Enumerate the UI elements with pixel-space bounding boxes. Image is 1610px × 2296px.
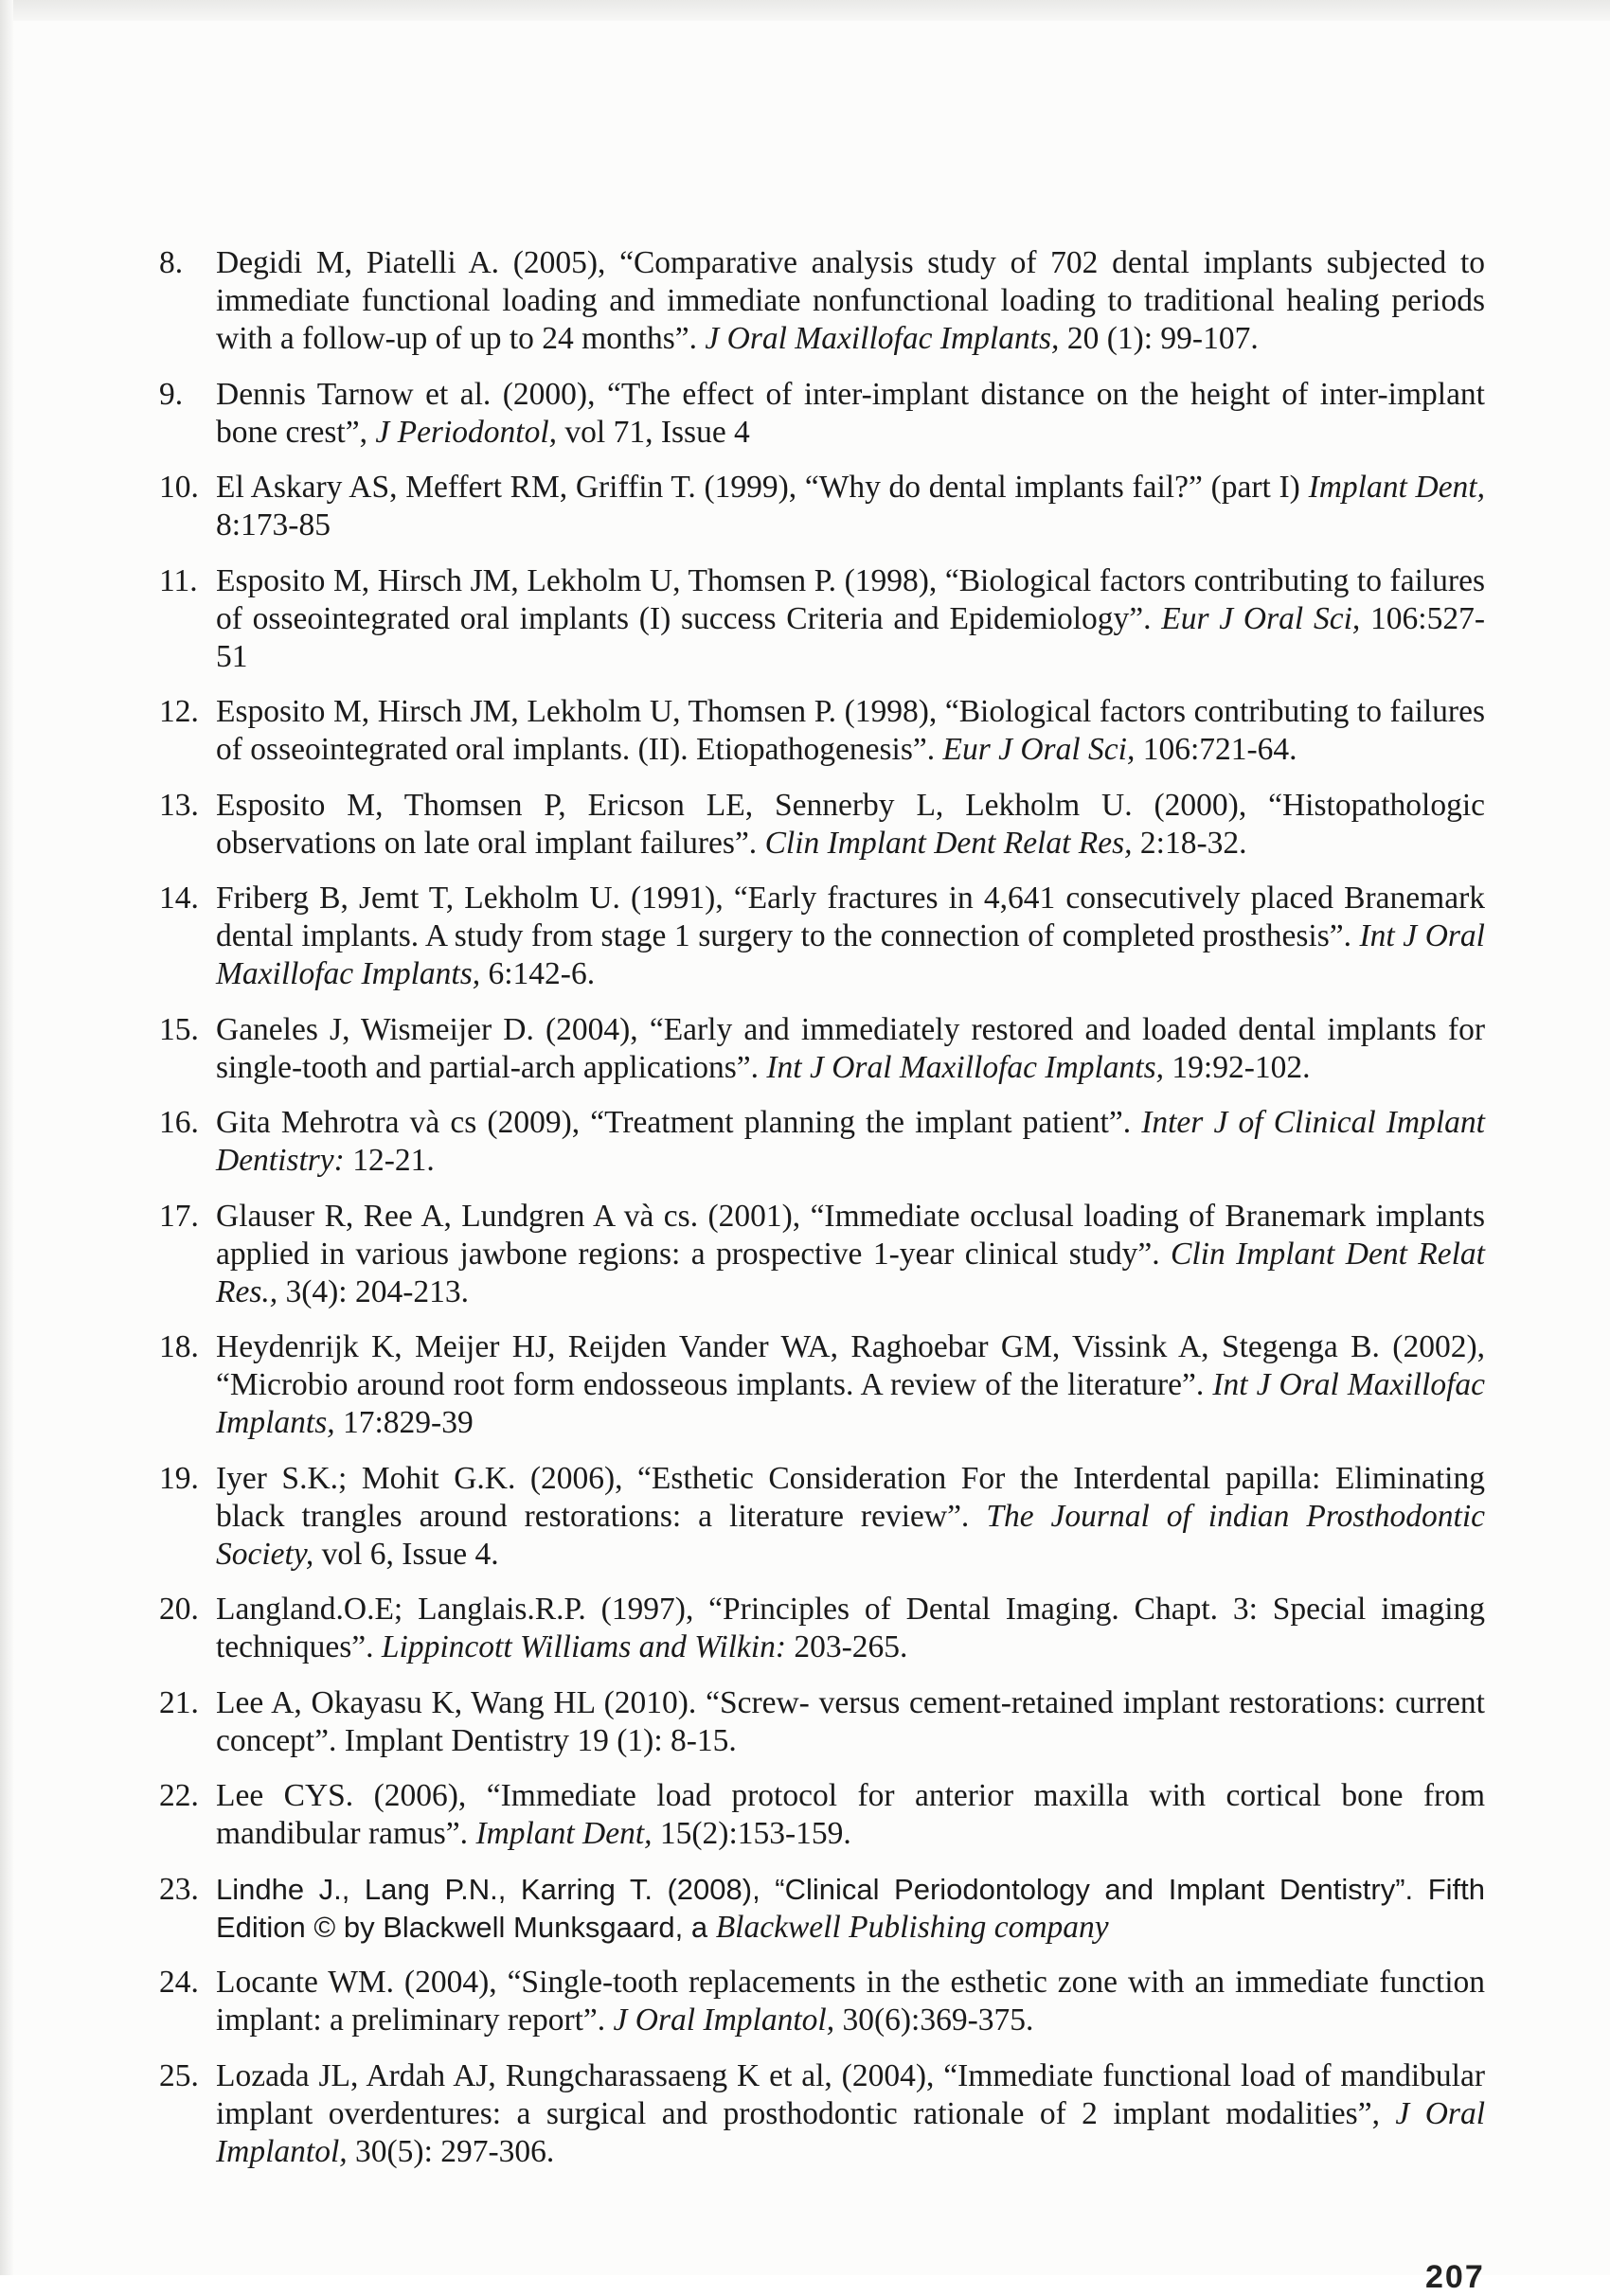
reference-tail: 2:18-32. — [1132, 825, 1247, 861]
reference-number: 25. — [159, 2057, 199, 2093]
reference-tail: 6:142-6. — [480, 956, 596, 991]
reference-item-20 — [159, 1591, 1485, 1666]
reference-tail: 19:92-102. — [1164, 1049, 1311, 1085]
reference-tail: 106:721-64. — [1135, 732, 1297, 767]
reference-item-16 — [159, 1104, 1485, 1180]
reference-item-9 — [159, 376, 1485, 452]
reference-list — [159, 244, 1485, 2188]
reference-text: Esposito M, Hirsch JM, Lekholm U, Thomsen P. (1998), “Biological factors contributing to failures of osseointegrated oral implants (I) success Criteria and Epidemiology”. — [216, 562, 1485, 636]
reference-journal: Int J Oral Maxillofac Implants, — [216, 918, 1485, 991]
reference-item-24 — [159, 1964, 1485, 2039]
reference-journal: Implant Dent, — [475, 1816, 653, 1851]
reference-tail: vol 71, Issue 4 — [557, 414, 750, 450]
reference-text: Locante WM. (2004), “Single-tooth replacements in the esthetic zone with an immediate function implant: a preliminary report”. — [216, 1965, 1485, 2038]
reference-item-10 — [159, 469, 1485, 544]
reference-number: 14. — [159, 881, 199, 916]
reference-tail: 17:829-39 — [334, 1405, 474, 1440]
reference-item-14 — [159, 880, 1485, 993]
reference-tail: 106:527-51 — [216, 600, 1485, 674]
reference-number: 9. — [159, 376, 184, 412]
reference-number: 18. — [159, 1329, 199, 1364]
reference-text: Gita Mehrotra và cs (2009), “Treatment planning the implant patient”. — [216, 1105, 1142, 1140]
reference-journal: J Oral Maxillofac Implants, — [705, 321, 1060, 356]
reference-text: Iyer S.K.; Mohit G.K. (2006), “Esthetic Consideration For the Interdental papilla: Eliminating black trangles around restorations: a literature review”. — [216, 1460, 1485, 1534]
reference-journal: Clin Implant Dent Relat Res, — [764, 825, 1133, 861]
reference-journal: Inter J of Clinical Implant Dentistry: — [216, 1105, 1485, 1178]
reference-item-18 — [159, 1328, 1485, 1442]
reference-tail: 3(4): 204-213. — [277, 1273, 470, 1309]
reference-text: Esposito M, Hirsch JM, Lekholm U, Thomsen P. (1998), “Biological factors contributing to failures of osseointegrated oral implants. (II). Etiopathogenesis”. — [216, 694, 1485, 767]
reference-journal: J Oral Implantol, — [216, 2095, 1486, 2169]
reference-number: 8. — [159, 245, 184, 280]
reference-text: Lee A, Okayasu K, Wang HL (2010). “Screw- versus cement-retained implant restorations: current concept”. Implant Dentistry 19 (1): 8-15. — [216, 1684, 1485, 1758]
reference-text: Friberg B, Jemt T, Lekholm U. (1991), “Early fractures in 4,641 consecutively placed Branemark dental implants. A study from stage 1 surgery to the connection of completed prosthesis”. — [216, 881, 1485, 953]
reference-item-15 — [159, 1011, 1485, 1087]
reference-journal: Eur J Oral Sci, — [942, 732, 1136, 767]
reference-item-12 — [159, 693, 1485, 769]
reference-item-17 — [159, 1198, 1485, 1311]
reference-tail: 8:173-85 — [216, 507, 331, 543]
reference-text: Glauser R, Ree A, Lundgren A và cs. (2001), “Immediate occlusal loading of Branemark implants applied in various jawbone regions: a prospective 1-year clinical study”. — [216, 1198, 1485, 1272]
reference-number: 23. — [159, 1871, 199, 1907]
page-number: 207 — [1425, 2259, 1485, 2295]
reference-number: 24. — [159, 1965, 199, 2000]
reference-text: Lindhe J., Lang P.N., Karring T. (2008), “Clinical Periodontology and Implant Dentistry”. Fifth Edition © by Blackwell Munksgaard, a — [216, 1872, 1485, 1944]
reference-journal: Int J Oral Maxillofac Implants, — [216, 1367, 1485, 1440]
reference-text: Lozada JL, Ardah AJ, Rungcharassaeng K et al, (2004), “Immediate functional load of mandibular implant overdentures: a surgical and prosthodontic rationale of 2 implant modalities”, — [216, 2057, 1485, 2131]
reference-tail: 203-265. — [786, 1629, 908, 1664]
reference-text: El Askary AS, Meffert RM, Griffin T. (1999), “Why do dental implants fail?” (part I) — [216, 470, 1309, 505]
reference-tail: 12-21. — [344, 1143, 435, 1178]
reference-number: 22. — [159, 1778, 199, 1813]
reference-text: Lee CYS. (2006), “Immediate load protocol for anterior maxilla with cortical bone from mandibular ramus”. — [216, 1778, 1485, 1851]
reference-item-22 — [159, 1777, 1485, 1853]
reference-journal: Eur J Oral Sci, — [1161, 600, 1361, 636]
reference-tail: vol 6, Issue 4. — [313, 1536, 499, 1572]
reference-number: 16. — [159, 1105, 199, 1140]
reference-text: Dennis Tarnow et al. (2000), “The effect of inter-implant distance on the height of inter-implant bone crest”, — [216, 376, 1485, 450]
reference-number: 21. — [159, 1684, 199, 1720]
scan-edge-left — [0, 0, 13, 2275]
reference-journal: Blackwell Publishing company — [715, 1909, 1109, 1945]
reference-tail: 15(2):153-159. — [652, 1816, 851, 1851]
scan-edge-top — [0, 0, 1610, 21]
reference-journal: Implant Dent, — [1308, 470, 1485, 505]
reference-number: 12. — [159, 694, 199, 729]
reference-journal: J Oral Implantol, — [613, 2002, 835, 2038]
reference-journal: Int J Oral Maxillofac Implants, — [766, 1049, 1165, 1085]
reference-item-25 — [159, 2057, 1485, 2171]
reference-journal: Clin Implant Dent Relat Res., — [216, 1236, 1485, 1309]
reference-tail: 20 (1): 99-107. — [1059, 321, 1259, 356]
reference-tail: 30(5): 297-306. — [347, 2133, 555, 2169]
reference-text: Ganeles J, Wismeijer D. (2004), “Early and immediately restored and loaded dental implants for single-tooth and partial-arch applications”. — [216, 1011, 1485, 1085]
reference-journal: The Journal of indian Prosthodontic Society, — [216, 1498, 1485, 1572]
reference-number: 19. — [159, 1460, 199, 1496]
reference-number: 10. — [159, 470, 199, 505]
reference-text: Esposito M, Thomsen P, Ericson LE, Sennerby L, Lekholm U. (2000), “Histopathologic observations on late oral implant failures”. — [216, 787, 1485, 861]
reference-number: 20. — [159, 1592, 199, 1627]
reference-item-23 — [159, 1871, 1485, 1947]
reference-number: 15. — [159, 1011, 199, 1047]
reference-item-8 — [159, 244, 1485, 358]
reference-text: Heydenrijk K, Meijer HJ, Reijden Vander WA, Raghoebar GM, Vissink A, Stegenga B. (2002), “Microbio around root form endosseous implants. A review of the literature”. — [216, 1329, 1485, 1402]
reference-journal: J Periodontol, — [375, 414, 558, 450]
reference-journal: Lippincott Williams and Wilkin: — [381, 1629, 787, 1664]
reference-text: Langland.O.E; Langlais.R.P. (1997), “Principles of Dental Imaging. Chapt. 3: Special imaging techniques”. — [216, 1592, 1485, 1664]
reference-number: 11. — [159, 562, 198, 598]
reference-item-13 — [159, 787, 1485, 863]
reference-item-21 — [159, 1684, 1485, 1760]
reference-item-11 — [159, 562, 1485, 676]
reference-number: 13. — [159, 787, 199, 823]
reference-text: Degidi M, Piatelli A. (2005), “Comparative analysis study of 702 dental implants subjected to immediate functional loading and immediate nonfunctional loading to traditional healing periods with a follow-up of up to 24 months”. — [216, 245, 1485, 356]
reference-number: 17. — [159, 1198, 199, 1234]
reference-item-19 — [159, 1460, 1485, 1574]
reference-tail: 30(6):369-375. — [834, 2002, 1034, 2038]
